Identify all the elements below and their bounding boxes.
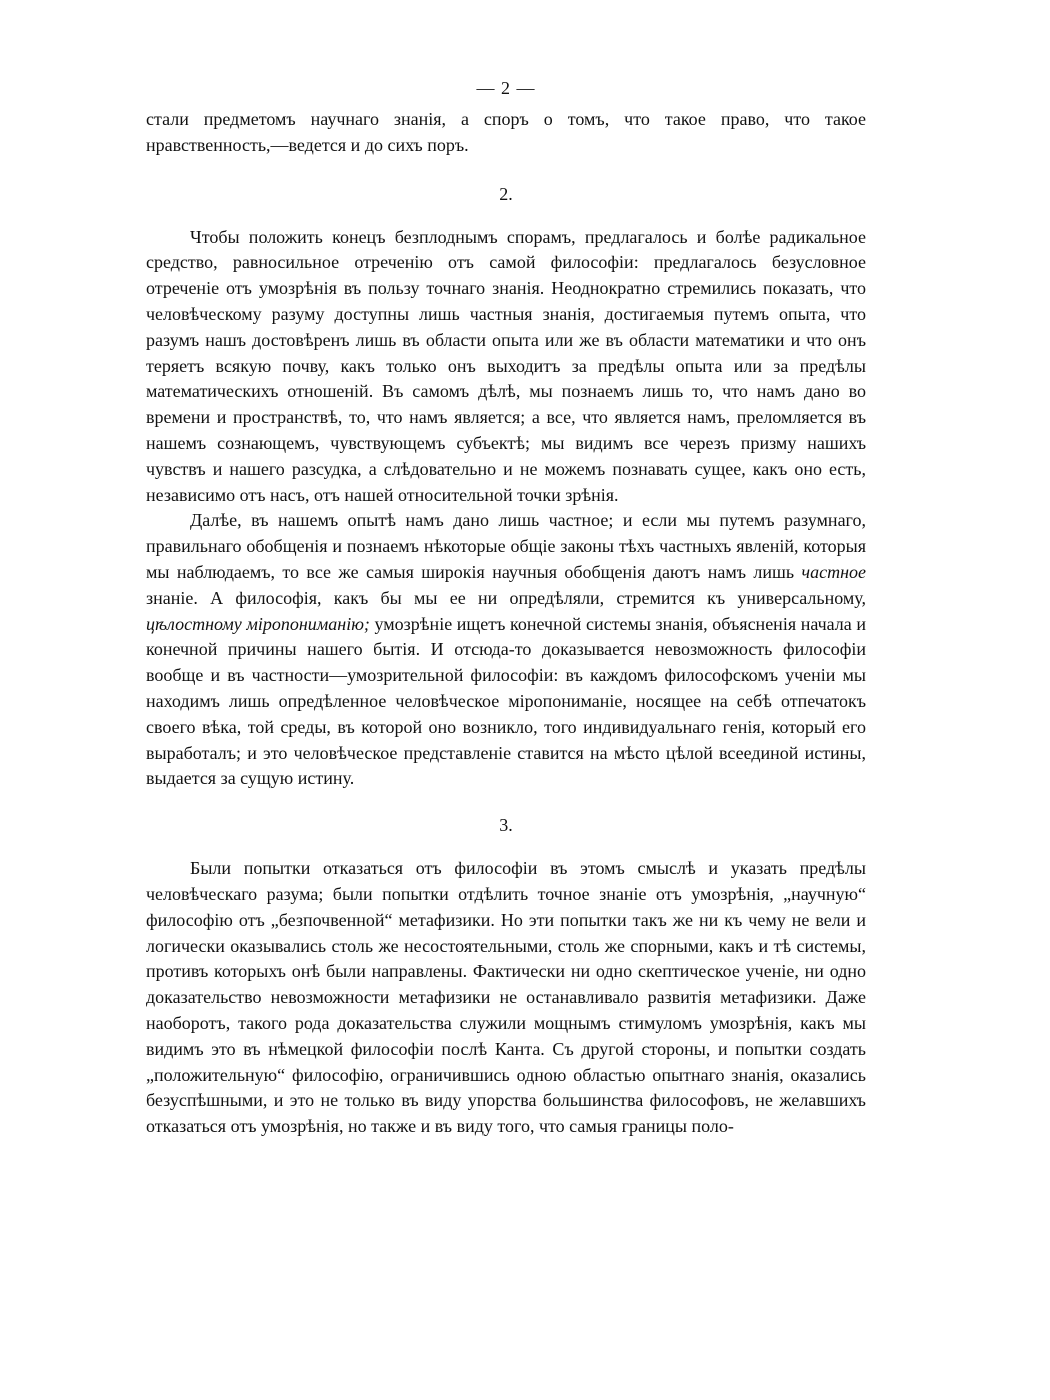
section-number-3: 3. [499, 815, 513, 836]
document-page [146, 76, 866, 1140]
italic-emphasis-worldview: цѣлостному міропониманію; [146, 613, 370, 634]
section-2-paragraph-2-part-a: Далѣе, въ нашемъ опытѣ намъ дано лишь частное; и если мы путемъ разумнаго, правильнаго обобщенія и познаемъ нѣкоторые общіе законы тѣхъ частныхъ явленій, которыя мы наблюдаемъ, то все же самыя широкія научныя обобщенія даютъ намъ лишь [146, 510, 866, 582]
section-2-paragraph-2-part-b: знаніе. А философія, какъ бы мы ее ни опредѣляли, стремится къ универсальному, [146, 587, 866, 608]
page-number: — 2 — [476, 78, 536, 98]
section-3-paragraph-1: Были попытки отказаться отъ философіи въ этомъ смыслѣ и указать предѣлы человѣческаго разума; были попытки отдѣлить точное знаніе отъ умозрѣнія, „научную“ философію отъ „безпочвенной“ метафизики. Но эти попытки такъ же ни къ чему не вели и логически оказывались столь же несостоятельными, столь же спорными, какъ и тѣ системы, противъ которыхъ онѣ были направлены. Фактически ни одно скептическое ученіе, ни одно доказательство невозможности метафизики не останавливало развитія метафизики. Даже наоборотъ, такого рода доказательства служили мощнымъ стимуломъ умозрѣнія, какъ мы видимъ это въ нѣмецкой философіи послѣ Канта. Съ другой стороны, и попытки создать „положительную“ философію, ограничившись одною областью опытнаго знанія, оказались безуспѣшными, и это не только въ виду упорства большинства философовъ, не желавшихъ отказаться отъ умозрѣнія, но также и въ виду того, что самыя границы поло- [146, 858, 866, 1137]
section-2-paragraph-2-part-c: умозрѣніе ищетъ конечной системы знанія, объясненія начала и конечной причины нашего бытія. И отсюда-то доказывается невозможность философіи вообще и въ частности—умозрительной философіи: въ каждомъ философскомъ ученіи мы находимъ лишь опредѣленное человѣческое міропониманіе, носящее на себѣ отпечатокъ своего вѣка, той среды, въ которой оно возникло, того индивидуальнаго генія, который его выработалъ; и это человѣческое представленіе ставится на мѣсто цѣлой всеединой истины, выдается за сущую истину. [146, 613, 867, 789]
italic-emphasis-partial: частное [801, 561, 866, 582]
section-2-paragraph-2 [146, 508, 866, 792]
continued-paragraph: стали предметомъ научнаго знанія, а споръ о томъ, что такое право, что такое нравственность,—ведется и до сихъ поръ. [146, 109, 866, 155]
section-number-2: 2. [499, 183, 513, 204]
section-2-paragraph-1: Чтобы положить конецъ безплоднымъ спорамъ, предлагалось и болѣе радикальное средство, равносильное отреченію отъ самой философіи: предлагалось безусловное отреченіе отъ умозрѣнія въ пользу точнаго знанія. Неоднократно стремились показать, что человѣческому разуму доступны лишь частныя знанія, достигаемыя путемъ опыта, что разумъ нашъ достовѣренъ лишь въ области опыта или же въ области математики и что онъ теряетъ всякую почву, какъ только онъ выходитъ за предѣлы опыта или за предѣлы математическихъ отношеній. Въ самомъ дѣлѣ, мы познаемъ лишь то, что намъ дано во времени и пространствѣ, то, что намъ является; а все, что является намъ, преломляется въ нашемъ сознающемъ, чувствующемъ субъектѣ; мы видимъ все черезъ призму нашихъ чувствъ и нашего разсудка, а слѣдовательно и не можемъ познавать сущее, какъ оно есть, независимо отъ насъ, отъ нашей относительной точки зрѣнія. [146, 226, 866, 505]
